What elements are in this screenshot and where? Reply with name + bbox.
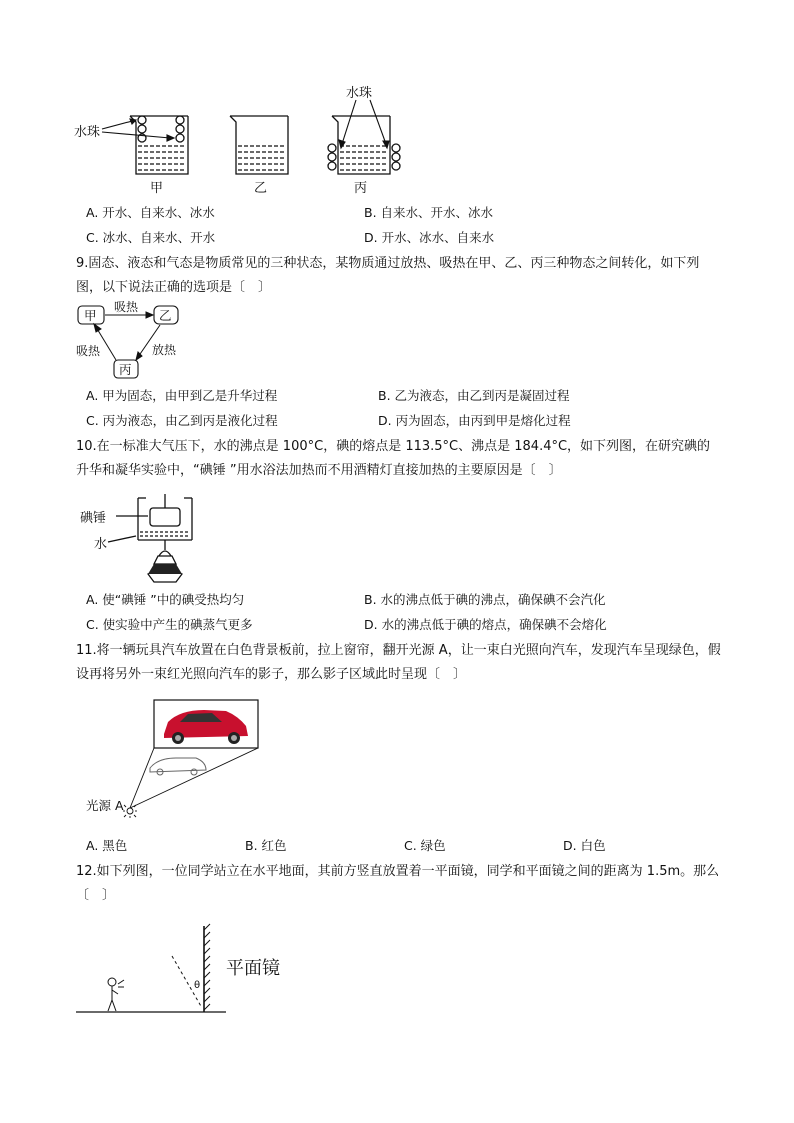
q10-option-b[interactable]: B. 水的沸点低于碘的沸点，确保碘不会汽化 [364,592,606,607]
q11-question: 11.将一辆玩具汽车放置在白色背景板前，拉上窗帘，翻开光源 A，让一束白光照向汽车，发现汽车呈现绿色，假设再将另外一束红光照向汽车的影子，那么影子区域此时呈现〔 〕 [76,643,721,682]
state-jia: 甲 [84,308,97,323]
q9-option-d[interactable]: D. 丙为固态，由丙到甲是熔化过程 [378,413,571,428]
label-absorb-left: 吸热 [76,344,101,358]
label-bing: 丙 [354,181,368,196]
q10-question: 10.在一标准大气压下，水的沸点是 100°C，碘的熔点是 113.5°C、沸点是 184.4°C，如下列图，在研究碘的升华和凝华实验中，“碘锤 ”用水浴法加热而不用酒精灯直接加热的主要原因是〔 〕 [76,439,711,478]
beakers-figure [70,82,410,197]
q8-option-c[interactable]: C. 冰水、自来水、开水 [86,230,216,245]
state-cycle-figure [76,300,206,382]
label-release: 放热 [152,343,177,357]
state-bing: 丙 [119,362,132,377]
car-light-figure [84,698,264,823]
q10-option-d[interactable]: D. 水的沸点低于碘的熔点，确保碘不会熔化 [364,617,607,632]
q8-option-d[interactable]: D. 开水、冰水、自来水 [364,230,495,245]
q11-option-c[interactable]: C. 绿色 [404,838,446,853]
q12-question: 12.如下列图，一位同学站立在水平地面，其前方竖直放置着一平面镜，同学和平面镜之间的距离为 1.5m。那么〔 〕 [76,864,720,903]
label-drop-left: 水珠 [74,125,101,140]
q9-question: 9.固态、液态和气态是物质常见的三种状态，某物质通过放热、吸热在甲、乙、丙三种物态之间转化，如下列图，以下说法正确的选项是〔 〕 [76,256,700,295]
label-mirror: 平面镜 [226,958,280,979]
q9-option-c[interactable]: C. 丙为液态，由乙到丙是液化过程 [86,413,278,428]
label-drop-top: 水珠 [346,86,373,101]
beaker-bing [328,116,400,174]
student-figure [108,978,124,1011]
beaker-jia [130,116,188,174]
label-jia: 甲 [150,181,164,196]
q11-option-b[interactable]: B. 红色 [245,838,287,853]
iodine-hammer-figure [76,494,206,590]
arrows-drop-top [339,100,389,148]
label-water: 水 [94,537,108,552]
q8-option-b[interactable]: B. 自来水、开水、冰水 [364,205,494,220]
q10-option-c[interactable]: C. 使实验中产生的碘蒸气更多 [86,617,253,632]
q9-option-b[interactable]: B. 乙为液态，由乙到丙是凝固过程 [378,388,570,403]
label-hammer: 碘锤 [80,511,107,526]
q11-option-a[interactable]: A. 黑色 [86,838,128,853]
label-light-source: 光源 A [86,798,124,813]
label-yi: 乙 [254,181,268,196]
q8-option-a[interactable]: A. 开水、自来水、冰水 [86,205,215,220]
plane-mirror-figure [76,920,306,1020]
q10-option-a[interactable]: A. 使“碘锤 ”中的碘受热均匀 [86,592,245,607]
q11-option-d[interactable]: D. 白色 [563,838,606,853]
label-theta: θ [194,980,201,991]
beaker-yi [230,116,288,174]
state-yi: 乙 [159,308,172,323]
car-shadow [150,758,206,775]
q9-option-a[interactable]: A. 甲为固态，由甲到乙是升华过程 [86,388,278,403]
label-absorb-top: 吸热 [114,300,139,314]
